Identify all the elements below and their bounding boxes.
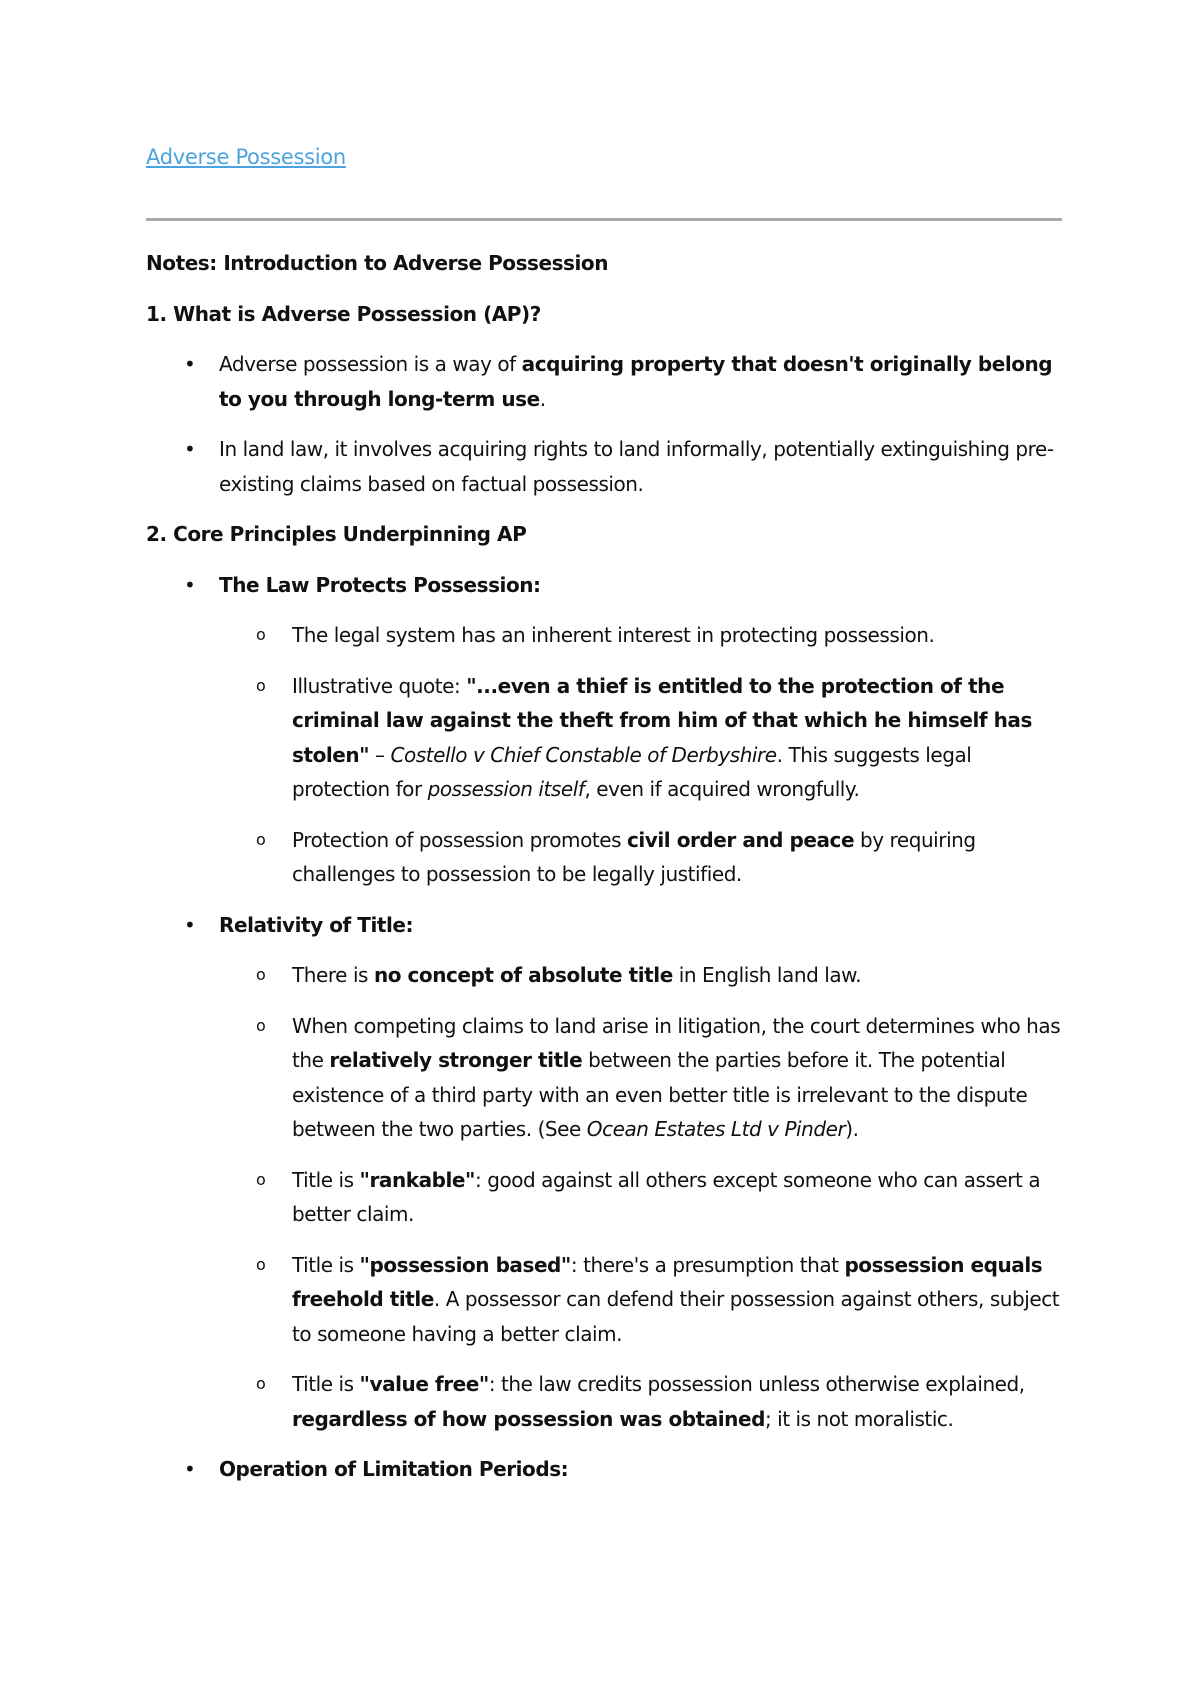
sub-bullet-item (146, 1367, 1066, 1436)
text-run: , even if acquired wrongfully. (584, 777, 860, 801)
sub-bullet-marker: o (256, 675, 266, 695)
sub-bullet-marker: o (256, 625, 266, 644)
text-run: : there's a presumption that (570, 1252, 845, 1277)
bold-text: "...even a thief is entitled to the protection of the criminal law against the theft from him of that which he himself has stolen" (292, 673, 1032, 767)
section-heading (146, 517, 1066, 552)
sub-bullet-marker: o (256, 1015, 266, 1035)
text-run: When competing claims to land arise in litigation, the court determines who has the (292, 1013, 1061, 1072)
bullet-item (146, 908, 1066, 943)
sub-bullet-item (146, 1163, 1066, 1232)
bold-text: no concept of absolute title (373, 963, 673, 987)
bold-text: Operation of Limitation Periods: (219, 1457, 569, 1481)
text-run: Title is (292, 1252, 360, 1277)
horizontal-rule (146, 218, 1062, 221)
bullet-item (146, 347, 1066, 416)
text-run: – (369, 742, 391, 767)
notes-content (146, 246, 1066, 1503)
bullet-item (146, 568, 1066, 603)
text-run: . A possessor can defend their possession against others, subject to someone having a better claim. (292, 1287, 1060, 1346)
text-run: Title is (292, 1167, 360, 1192)
bold-text: "value free" (359, 1372, 489, 1396)
bold-text: 2. Core Principles Underpinning AP (146, 522, 527, 546)
sub-bullet-item (146, 618, 1066, 653)
text-run: between the parties before it. The potential existence of a third party with an even better title is irrelevant to the dispute between the two parties. (See (292, 1048, 1028, 1141)
bullet-item (146, 1452, 1066, 1487)
sub-bullet-marker: o (256, 1374, 266, 1393)
sub-bullet-marker: o (256, 965, 266, 984)
bold-text: Relativity of Title: (219, 912, 414, 937)
text-run: in English land law. (672, 963, 862, 987)
bold-text: 1. What is Adverse Possession (AP)? (146, 301, 541, 326)
bold-text: Notes: Introduction to Adverse Possession (146, 251, 608, 275)
bullet-marker: • (184, 912, 196, 937)
sub-bullet-item (146, 823, 1066, 892)
text-run: Adverse possession is a way of (219, 352, 522, 376)
sub-bullet-marker: o (256, 829, 266, 849)
text-run: Illustrative quote: (292, 673, 467, 698)
text-run: . (539, 386, 546, 411)
bold-text: acquiring property that doesn't originally belong to you through long-term use (219, 352, 1053, 411)
bullet-marker: • (184, 437, 196, 461)
text-run: : the law credits possession unless otherwise explained, (488, 1372, 1025, 1396)
bullet-marker: • (184, 1457, 196, 1481)
sub-bullet-item (146, 1248, 1066, 1352)
text-run: Protection of possession promotes (292, 827, 627, 852)
document-title-link[interactable]: Adverse Possession (146, 145, 346, 169)
text-run: There is (292, 963, 374, 987)
italic-text: Costello v Chief Constable of Derbyshire (390, 742, 777, 767)
bullet-item (146, 432, 1066, 501)
italic-text: Ocean Estates Ltd v Pinder (586, 1117, 846, 1141)
bold-text: relatively stronger title (329, 1048, 583, 1072)
sub-bullet-item (146, 1009, 1066, 1147)
sub-bullet-item (146, 669, 1066, 807)
section-heading (146, 297, 1066, 332)
bullet-marker: • (184, 352, 196, 376)
bullet-marker: • (184, 572, 196, 597)
text-run: Title is (292, 1372, 360, 1396)
text-run: by requiring challenges to possession to be legally justified. (292, 827, 976, 886)
bold-text: civil order and peace (626, 827, 855, 852)
italic-text: possession itself (427, 777, 585, 801)
text-run: ; it is not moralistic. (764, 1406, 954, 1431)
text-run: . This suggests legal protection for (292, 742, 972, 801)
text-run: ). (845, 1117, 859, 1141)
bold-text: "possession based" (359, 1252, 571, 1277)
sub-bullet-marker: o (256, 1169, 266, 1189)
bold-text: "rankable" (359, 1167, 475, 1192)
text-run: The legal system has an inherent interest in protecting possession. (292, 623, 935, 647)
bold-text: possession equals freehold title (292, 1252, 1043, 1311)
text-run: In land law, it involves acquiring rights to land informally, potentially extinguishing pre-existing claims based on factual possession. (219, 437, 1054, 496)
section-heading (146, 246, 1066, 281)
bold-text: The Law Protects Possession: (219, 572, 541, 597)
text-run: : good against all others except someone who can assert a better claim. (292, 1167, 1041, 1226)
bold-text: regardless of how possession was obtained (292, 1406, 765, 1431)
sub-bullet-item (146, 958, 1066, 993)
sub-bullet-marker: o (256, 1254, 266, 1274)
